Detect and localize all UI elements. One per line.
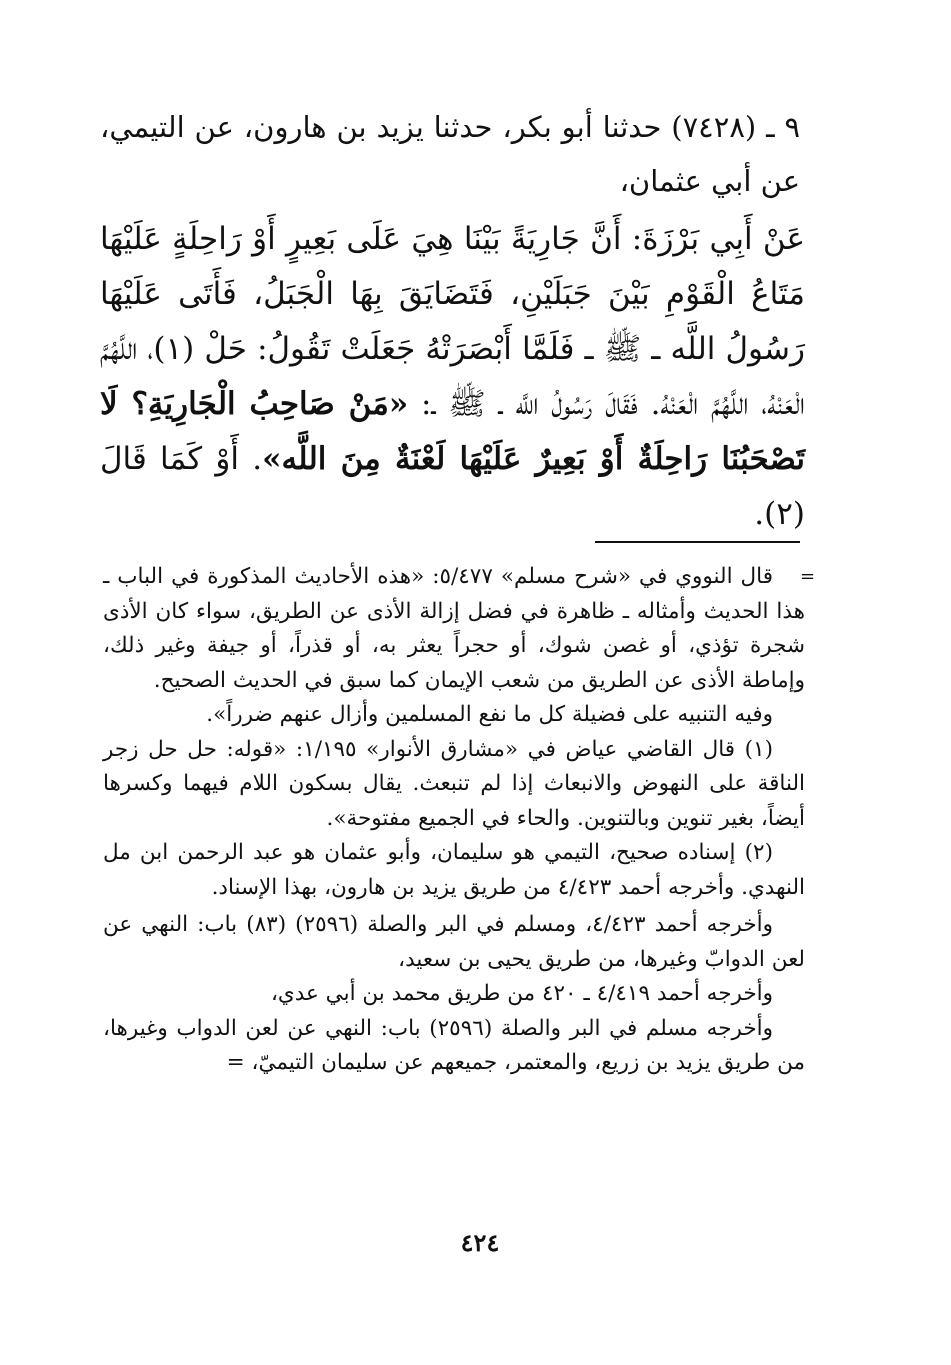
footnote-paragraph: وأخرجه مسلم في البر والصلة (٢٥٩٦) باب: النهي عن لعن الدواب وغيرها، من طريق يزيد بن زريع، والمعتمر، جميعهم عن سليمان التيميّ، = (103, 1015, 805, 1075)
footnotes (103, 560, 805, 1081)
footnote-divider (595, 541, 800, 543)
footnote-paragraph: (١) قال القاضي عياض في «مشارق الأنوار» ١/١٩٥: «قوله: حل حل زجر الناقة على النهوض والانبعاث إذا لم تنبعث. يقال بسكون اللام فيهما وكسرها أيضاً، بغير تنوين وبالتنوين. والحاء في الجميع مفتوحة». (103, 736, 805, 831)
matn-tail: . أَوْ كَمَا قَالَ (٢). (100, 441, 805, 532)
matn-text: عَنْ أَبِي بَرْزَةَ: أَنَّ جَارِيَةً بَيْنَا هِيَ عَلَى بَعِيرٍ أَوْ رَاحِلَةٍ عَلَيْهَا مَتَاعُ الْقَوْمِ بَيْنَ جَبَلَيْنِ، فَتَضَايَقَ بِهَا الْجَبَلُ، فَأَتَى عَلَيْهَا رَسُولُ اللَّه ـ ﷺ ـ فَلَمَّا أَبْصَرَتْهُ جَعَلَتْ تَقُولُ: حَلْ (١)، اللَّهُمَّ الْعَنْهُ، اللَّهُمَّ الْعَنْهُ. فَقَالَ رَسُولُ اللَّه ـ ﷺ ـ: (100, 221, 805, 422)
page-number: ٤٢٤ (460, 1228, 500, 1257)
hadith-matn (100, 212, 805, 542)
continuation-mark: = (800, 566, 816, 587)
prophet-saying: «مَنْ صَاحِبُ الْجَارِيَةِ؟ لَا تَصْحَبُنَا رَاحِلَةٌ أَوْ بَعِيرٌ عَلَيْهَا لَعْنَةٌ مِنَ اللَّه» (100, 386, 805, 477)
footnote-paragraph: وأخرجه أحمد ٤/٤٢٣، ومسلم في البر والصلة (٢٥٩٦) (٨٣) باب: النهي عن لعن الدوابّ وغيرها، من طريق يحيى بن سعيد، (103, 912, 805, 972)
footnote-paragraph: قال النووي في «شرح مسلم» ٥/٤٧٧: «هذه الأحاديث المذكورة في الباب ـ هذا الحديث وأمثاله ـ ظاهرة في فضل إزالة الأذى عن الطريق، سواء كان الأذى شجرة تؤذي، أو غصن شوك، أو حجراً يعثر به، أو قذراً، أو جيفة وغير ذلك، وإماطة الأذى عن الطريق من شعب الإيمان كما سبق في الحديث الصحيح. (103, 564, 806, 693)
footnote-paragraph: وأخرجه أحمد ٤/٤١٩ ـ ٤٢٠ من طريق محمد بن أبي عدي، (270, 981, 773, 1006)
footnote-paragraph: (٢) إسناده صحيح، التيمي هو سليمان، وأبو عثمان هو عبد الرحمن ابن مل النهدي. وأخرجه أحمد ٤/٤٢٣ من طريق يزيد بن هارون، بهذا الإسناد. (103, 840, 805, 900)
hadith-isnad: ٩ ـ (٧٤٢٨) حدثنا أبو بكر، حدثنا يزيد بن هارون، عن التيمي، عن أبي عثمان، (100, 110, 801, 198)
footnote-paragraph: وفيه التنبيه على فضيلة كل ما نفع المسلمين وأزال عنهم ضرراً». (206, 702, 773, 727)
